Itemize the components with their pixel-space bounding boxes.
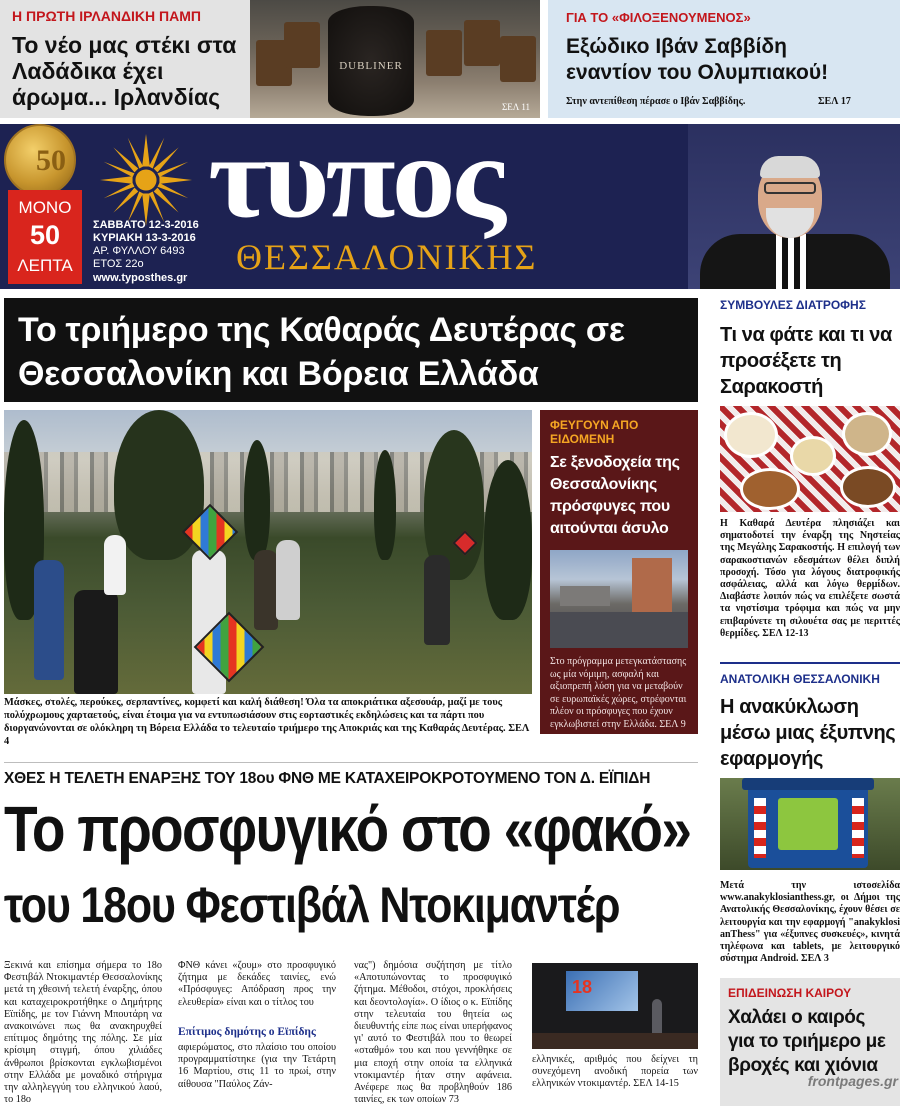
festival-col-1: Ξεκινά και επίσημα σήμερα το 18ο Φεστιβάλ Ντοκιμαντέρ Θεσσαλονίκης μετά τη χθεσινή τελετή έναρξης, όπου και καταχειροκροτήθηκε ο Δημήτρης Εϊπίδης, με τον Γιάννη Μπουτάρη να ανακοινώνει πως θα ανακηρυχθεί επίτιμος δημότης της πόλης. Σε μία κρίσιμη στιγμή, όπου χιλιάδες άνθρωποι βρίσκονται εγκλωβισμένοι στην Ελλάδα με μοναδικό στήριγμα την αλληλεγγύη του ελληνικού λαού, το 18ο bbox=[4, 960, 162, 1106]
teaser-headline[interactable]: Εξώδικο Ιβάν Σαββίδη εναντίον του Ολυμπιακού! bbox=[566, 35, 829, 84]
vergina-sun-icon bbox=[98, 132, 194, 228]
festival-headline-1[interactable]: Το προσφυγικό στο «φακό» bbox=[4, 793, 691, 865]
lent-food-photo bbox=[720, 406, 900, 512]
kites-photo bbox=[4, 410, 532, 694]
pub-sign: DUBLINER bbox=[339, 60, 403, 72]
coin-icon: 50 bbox=[4, 124, 76, 196]
recycle-headline[interactable]: Η ανακύκλωση μέσω μιας έξυπνης εφαρμογής bbox=[720, 696, 896, 770]
lead-caption: Μάσκες, στολές, περούκες, σερπαντίνες, κομφετί και καλή διάθεση! Όλα τα αποκριάτικα αξεσουάρ, μαζί με τους πολύχρωμους χαρταετούς, είναι έτοιμα για να εντυπωσιάσουν στις εορταστικές εκδηλώσεις και τα πάρτι που διοργανώνονται σε ολόκληρη τη Βόρεια Ελλάδα το τελευταίο τριήμερο της Αποκριάς και της Καθαράς Δευτέρας. ΣΕΛ 4 bbox=[4, 697, 530, 747]
refugee-kicker: ΦΕΥΓΟΥΝ ΑΠΟ ΕΙΔΟΜΕΝΗ bbox=[550, 418, 639, 446]
page-ref: ΣΕΛ 17 bbox=[818, 96, 851, 107]
teaser-irish-pub[interactable] bbox=[0, 0, 540, 118]
divider bbox=[4, 762, 698, 763]
festival-col-3: νας") δημόσια συζήτηση με τίτλο «Αποτυπώνοντας το προσφυγικό ζήτημα. Μέθοδοι, στόχοι, προκλήσεις και δεοντολογία». Ο ίδιος ο κ. Εϊπίδης στην τελευταία του θητεία ως διευθυντής είπε πως είναι υπερήφανος γι' αυτό το Φεστιβάλ που το θεωρεί «σταθμό» του και που γεννήθηκε σε μια εποχή στην οποία τα ελληνικά ντοκιμαντέρ ήταν στην αφάνεια. Ανέφερε πως θα προβληθούν 186 ταινίες, εκ των οποίων 73 bbox=[354, 960, 512, 1106]
festival-photo: 18 bbox=[532, 963, 698, 1049]
teaser-savvidis[interactable] bbox=[548, 0, 900, 118]
refugee-story-box[interactable] bbox=[540, 410, 698, 734]
diet-kicker: ΣΥΜΒΟΥΛΕΣ ΔΙΑΤΡΟΦΗΣ bbox=[720, 298, 866, 312]
divider bbox=[720, 662, 900, 664]
price-badge: ΜΟΝΟ 50 ΛΕΠΤΑ bbox=[8, 190, 82, 284]
recycle-body: Μετά την ιστοσελίδα www.anakyklosianthess.gr, οι Δήμοι της Ανατολικής Θεσσαλονίκης, έχουν θέσει σε λειτουργία και την εφαρμογή "anakyklosi anThess" για «έξυπνες συσκευές», κινητά τηλέφωνα και tablets, με λειτουργικό σύστημα Android. ΣΕΛ 3 bbox=[720, 880, 900, 965]
refugee-headline[interactable]: Σε ξενοδοχεία της Θεσσαλονίκης πρόσφυγες που αιτούνται άσυλο bbox=[550, 454, 680, 537]
weather-headline[interactable]: Χαλάει ο καιρός για το τριήμερο με βροχές και χιόνια bbox=[728, 1007, 886, 1076]
newspaper-logo[interactable]: τυπος bbox=[208, 124, 502, 243]
diet-body: Η Καθαρά Δευτέρα πλησιάζει και σηματοδοτεί την έναρξη της Νηστείας της Μεγάλης Σαρακοστής. Η επιλογή των σαρακοστιανών εδεσμάτων θέλει διπλή προσοχή. Τόσο για λόγους διατροφικής ασφάλειας, αλλά και λόγω θερμίδων. Διαβάστε λοιπόν πώς να επιλέξετε σωστά τα νηστίσιμα τρόφιμα και πώς να μην επιβαρύνετε τη σιλουέτα σας με περιττές θερμίδες. ΣΕΛ 12-13 bbox=[720, 518, 900, 639]
website-link[interactable]: www.typosthes.gr bbox=[93, 272, 188, 284]
lead-headline[interactable]: Το τριήμερο της Καθαράς Δευτέρας σε Θεσσαλονίκη και Βόρεια Ελλάδα bbox=[18, 311, 625, 393]
savvidis-photo bbox=[688, 124, 900, 289]
pub-photo bbox=[250, 0, 540, 118]
teaser-headline[interactable]: Το νέο μας στέκι στα Λαδάδικα έχει άρωμα... Ιρλανδίας bbox=[12, 32, 237, 110]
diet-headline[interactable]: Τι να φάτε και τι να προσέξετε τη Σαρακοστή bbox=[720, 324, 892, 398]
teaser-sub: Στην αντεπίθεση πέρασε ο Ιβάν Σαββίδης. bbox=[566, 96, 746, 107]
recycling-bin-photo bbox=[720, 778, 900, 870]
teaser-kicker: ΓΙΑ ΤΟ «ΦΙΛΟΞΕΝΟΥΜΕΝΟΣ» bbox=[566, 10, 751, 25]
refugee-body: Στο πρόγραμμα μετεγκατάστασης ως μία νόμιμη, ασφαλή και αξιοπρεπή λύση για να μεταβούν σε ευρωπαϊκές χώρες, στρέφονται πλέον οι πρόσφυγες που έχουν εγκλωβιστεί στην Ελλάδα. ΣΕΛ 9 bbox=[550, 656, 687, 730]
masthead bbox=[0, 124, 900, 289]
recycle-kicker: ΑΝΑΤΟΛΙΚΗ ΘΕΣΣΑΛΟΝΙΚΗ bbox=[720, 672, 880, 686]
issue-info: ΣΑΒΒΑΤΟ 12-3-2016 ΚΥΡΙΑΚΗ 13-3-2016 ΑΡ. ΦΥΛΛΟΥ 6493 ΕΤΟΣ 22ο bbox=[93, 219, 199, 270]
weather-story-box[interactable] bbox=[720, 978, 900, 1106]
teaser-kicker: Η ΠΡΩΤΗ ΙΡΛΑΝΔΙΚΗ ΠΑΜΠ bbox=[12, 8, 202, 24]
frontpages-watermark: frontpages.gr bbox=[807, 1073, 898, 1089]
festival-col-2: ΦΝΘ κάνει «ζουμ» στο προσφυγικό ζήτημα με δεκάδες ταινίες, ενώ «Πρόσφυγες: Απόδραση προς την ελευθερία» είναι και ο τίτλος του αφιερώματος, στο πλαίσιο του οποίου προγραμματίστηκε (για την Τετάρτη 16 Μαρτίου, στις 11 το πρωί, στην αίθουσα "Παύλος Ζάν- bbox=[178, 960, 336, 1090]
newspaper-logo-sub: ΘΕΣΣΑΛΟΝΙΚΗΣ bbox=[236, 237, 538, 277]
festival-subhead: Επίτιμος δημότης ο Εϊπίδης bbox=[178, 1026, 316, 1038]
hotel-photo bbox=[550, 550, 688, 648]
right-column bbox=[712, 292, 900, 1106]
festival-headline-2[interactable]: του 18ου Φεστιβάλ Ντοκιμαντέρ bbox=[4, 877, 620, 933]
lead-headline-box[interactable] bbox=[4, 298, 698, 402]
festival-col-4: ελληνικές, αριθμός που δείχνει τη συνεχόμενη ανοδική πορεία των ελληνικών ντοκιμαντέρ. ΣΕΛ 14-15 bbox=[532, 1054, 698, 1090]
page-ref: ΣΕΛ 11 bbox=[502, 102, 530, 112]
festival-kicker: ΧΘΕΣ Η ΤΕΛΕΤΗ ΕΝΑΡΞΗΣ ΤΟΥ 18ου ΦΝΘ ΜΕ ΚΑΤΑΧΕΙΡΟΚΡΟΤΟΥΜΕΝΟ ΤΟΝ Δ. ΕΪΠΙΔΗ bbox=[4, 770, 651, 787]
weather-kicker: ΕΠΙΔΕΙΝΩΣΗ ΚΑΙΡΟΥ bbox=[728, 986, 852, 1000]
